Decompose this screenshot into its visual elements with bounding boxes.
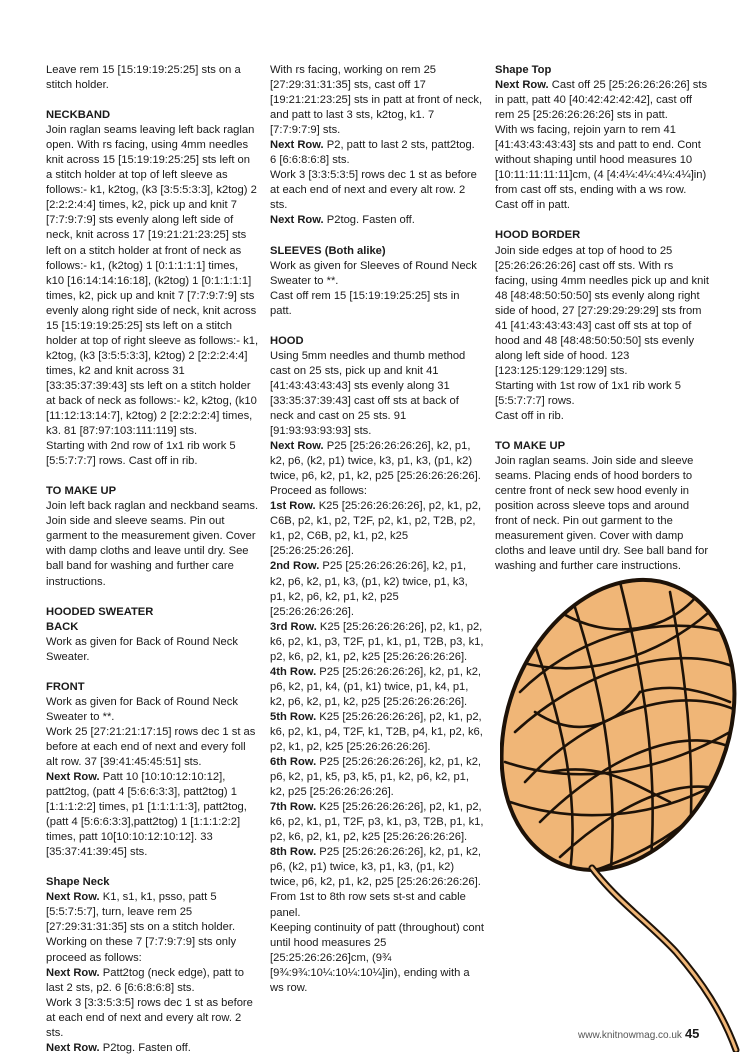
hood-row (270, 620, 484, 665)
sleeves-heading: SLEEVES (Both alike) (270, 244, 386, 257)
row-text: K25 [25:26:26:26:26], p2, k1, p2, k6, p2, k1, p1, T2F, p3, k1, p3, T2B, p1, k1, p2, k6, p2, k1, p2, k25 [25:26:26:26:26]. (270, 801, 484, 844)
hood-border-heading: HOOD BORDER (495, 229, 581, 242)
row-text: K25 [25:26:26:26:26], p2, k1, p2, k6, p2, k1, p4, T2F, k1, T2B, p4, k1, p2, k6, p2, k1, p2, k25 [25:26:26:26:26]. (270, 710, 483, 754)
to-make-up-text-2: Join raglan seams. Join side and sleeve seams. Placing ends of hood borders to centre front of neck sew hood evenly in position across sleeve tops and around front of neck. Pin out garment to the measurement given. Cover with damp cloths and leave until dry. See ball band for washing and further care instructions. (495, 455, 709, 573)
hood-row (270, 755, 484, 800)
shape-neck-text: Working on these 7 [7:7:9:7:9] sts only proceed as follows: (46, 936, 237, 964)
yarn-ball-illustration (500, 572, 750, 1052)
to-make-up-text: Join left back raglan and neckband seams. Join side and sleeve seams. Pin out garment to the measurement given. Cover with damp cloths and leave until dry. See ball band for washing and further care instructions. (46, 500, 259, 588)
yarn-ball-body (500, 572, 750, 905)
yarn-tail (592, 868, 736, 1050)
sleeves-text: Work as given for Sleeves of Round Neck Sweater to **. (270, 259, 477, 287)
hood-heading: HOOD (270, 334, 304, 347)
hood-proceed: Proceed as follows: (270, 485, 368, 498)
shape-neck-row-2 (46, 966, 259, 996)
col2-text: Work 3 [3:3:5:3:5] rows dec 1 st as before at each end of next and every alt row. 2 sts. (270, 169, 477, 212)
row-text: Patt 10 [10:10:12:10:12], patt2tog, (patt 4 [5:6:6:3:3], patt2tog) 1 [1:1:1:2:2] times, p1 [1:1:1:1:3], patt2tog, (patt 4 [5:6:6:3:3],patt2tog) 1 [1:1:1:2:2] times, patt 10[10:10:12:10:12]. 33 [35:37:41:39:45] sts. (46, 771, 247, 859)
front-text: Work as given for Back of Round Neck Sweater to **. (46, 695, 238, 723)
row-text: P25 [25:26:26:26:26], k2, p1, k2, p6, (k2, p1) twice, k3, p1, k3, (p1, k2) twice, p6, k2, p1, k2, p25 [25:26:26:26:26]. (270, 846, 482, 889)
column-1 (46, 63, 259, 1056)
hood-row (270, 499, 484, 559)
shape-top-next-row (495, 78, 709, 123)
row-text: Cast off 25 [25:26:26:26:26] sts in patt, patt 40 [40:42:42:42:42], cast off rem 25 [25:26:26:26:26] sts in patt. (495, 79, 708, 122)
neckband-text-2: Starting with 2nd row of 1x1 rib work 5 [5:5:7:7:7] rows. Cast off in rib. (46, 440, 236, 468)
hood-after-2: Keeping continuity of patt (throughout) cont until hood measures 25 [25:25:26:26:26]cm, (9¾ [9¾:9¾:10¼:10¼:10¼]in), ending with a ws row. (270, 921, 484, 994)
row-label: 6th Row. (270, 756, 317, 769)
row-text: P25 [25:26:26:26:26], k2, p1, k2, p6, k2, p1, k4, (p1, k1) twice, p1, k4, p1, k2, p6, k2, p1, k2, p25 [25:26:26:26:26]. (270, 665, 482, 708)
row-text: P25 [25:26:26:26:26], k2, p1, k2, p6, (k2, p1) twice, k3, p1, k3, (p1, k2) twice, p6, k2, p1, k2, p25 [25:26:26:26:26]. (270, 440, 481, 483)
row-label: Next Row. (46, 1041, 100, 1054)
shape-neck-row-3 (46, 1041, 259, 1056)
hood-border-text-3: Cast off in rib. (495, 410, 564, 423)
hooded-sweater-heading: HOODED SWEATER (46, 605, 154, 618)
row-text: K25 [25:26:26:26:26], p2, k1, p2, C6B, p2, k1, p2, T2F, p2, k1, p2, T2B, p2, k1, p2, C6B, p2, k1, p2, k25 [25:26:25:26:26]. (270, 500, 482, 558)
row-label: Next Row. (46, 966, 100, 979)
row-label: 2nd Row. (270, 560, 320, 573)
column-2 (270, 63, 484, 996)
row-text: P2, patt to last 2 sts, patt2tog. 6 [6:6:8:6:8] sts. (270, 139, 475, 167)
col2-intro: With rs facing, working on rem 25 [27:29:31:31:35] sts, cast off 17 [19:21:21:23:25] sts in patt at front of neck, and patt to last 3 sts, k2tog, k1. 7 [7:7:9:7:9] sts. (270, 64, 483, 137)
hood-border-text-2: Starting with 1st row of 1x1 rib work 5 [5:5:7:7:7] rows. (495, 379, 681, 407)
front-next-row (46, 770, 259, 860)
col2-row-2 (270, 213, 484, 228)
row-text: P25 [25:26:26:26:26], k2, p1, k2, p6, k2, p1, k3, (p1, k2) twice, p1, k3, p1, k2, p6, k2, p1, k2, p25 [25:26:26:26:26]. (270, 560, 468, 618)
row-text: P2tog. Fasten off. (99, 1041, 191, 1054)
sleeves-text-2: Cast off rem 15 [15:19:19:25:25] sts in patt. (270, 289, 460, 317)
row-label: 4th Row. (270, 665, 317, 678)
shape-top-heading: Shape Top (495, 64, 552, 76)
row-label: 1st Row. (270, 500, 316, 513)
row-label: Next Row. (270, 440, 324, 453)
row-label: Next Row. (46, 891, 100, 904)
hood-after: From 1st to 8th row sets st-st and cable panel. (270, 891, 466, 919)
row-text: P2tog. Fasten off. (323, 214, 415, 227)
row-text: K1, s1, k1, psso, patt 5 [5:5:7:5:7], turn, leave rem 25 [27:29:31:31:35] sts on a stitch holder. (46, 891, 236, 934)
hood-row (270, 800, 484, 845)
row-label: 5th Row. (270, 710, 317, 723)
col2-row-1 (270, 138, 484, 168)
row-label: 7th Row. (270, 801, 317, 814)
hood-row (270, 845, 484, 890)
front-text-2: Work 25 [27:21:21:17:15] rows dec 1 st as before at each end of next and every foll alt row. 37 [39:41:45:45:51] sts. (46, 725, 256, 768)
to-make-up-heading-2: TO MAKE UP (495, 440, 566, 453)
hood-next-row (270, 439, 484, 484)
shape-top-text-2: Cast off in patt. (495, 199, 571, 212)
row-label: Next Row. (270, 139, 324, 152)
page-footer (578, 1026, 699, 1041)
row-label: Next Row. (46, 771, 100, 784)
hood-row (270, 710, 484, 755)
row-label: Next Row. (495, 79, 549, 92)
row-label: 3rd Row. (270, 620, 317, 633)
column-3 (495, 63, 709, 575)
hood-row (270, 665, 484, 710)
row-label: 8th Row. (270, 846, 317, 859)
hood-text: Using 5mm needles and thumb method cast on 25 sts, pick up and knit 41 [41:43:43:43:43] sts evenly along 31 [33:35:37:39:43] cast off sts at back of neck and cast on 25 sts. 91 [91:93:93:93:93] sts. (270, 349, 466, 438)
row-label: Next Row. (270, 214, 324, 227)
shape-neck-row-1 (46, 890, 259, 935)
website-url[interactable]: www.knitnowmag.co.uk (578, 1030, 682, 1041)
intro-text: Leave rem 15 [15:19:19:25:25] sts on a stitch holder. (46, 64, 241, 92)
back-text: Work as given for Back of Round Neck Sweater. (46, 635, 238, 663)
neckband-heading: NECKBAND (46, 109, 111, 122)
back-heading: BACK (46, 620, 79, 633)
hood-border-text: Join side edges at top of hood to 25 [25:26:26:26:26] cast off sts. With rs facing, using 4mm needles pick up and knit 48 [48:48:50:50:50] sts evenly along right side of hood, 27 [27:29:29:29:29] sts from 41 [41:43:43:43:43] cast off sts at top of hood and 48 [48:48:50:50:50] sts evenly along left side of hood. 123 [123:125:129:129:129] sts. (495, 244, 709, 377)
row-text: P25 [25:26:26:26:26], k2, p1, k2, p6, k2, p1, k5, p3, k5, p1, k2, p6, k2, p1, k2, p25 [25:26:26:26:26]. (270, 756, 482, 799)
shape-neck-heading: Shape Neck (46, 876, 110, 889)
to-make-up-heading: TO MAKE UP (46, 485, 117, 498)
front-heading: FRONT (46, 680, 85, 693)
shape-neck-text-2: Work 3 [3:3:5:3:5] rows dec 1 st as before at each end of next and every alt row. 2 sts. (46, 996, 253, 1039)
neckband-text: Join raglan seams leaving left back raglan open. With rs facing, using 4mm needles knit across 15 [15:19:19:25:25] sts left on a stitch holder at top of left sleeve as follows:- k1, k2tog, (k3 [3:5:5:3:3], k2tog) 2 [2:2:2:4:4] times, k2, pick up and knit 7 [7:7:9:7:9] sts evenly along left side of neck, knit across 17 [19:21:21:23:25] sts left on a stitch holder at front of neck as follows:- k1, (k2tog) 1 [0:1:1:1:1] times, k10 [16:14:14:16:18], (k2tog) 1 [0:1:1:1:1] times, k2, pick up and knit 7 [7:7:9:7:9] sts evenly along right side of neck, knit across 15 [15:19:19:25:25] sts left on a stitch holder at top of right sleeve as follows:- k1, k2tog, (k3 [3:5:5:3:3], k2tog) 2 [2:2:2:4:4] times, k2 and knit across 31 [33:35:37:39:43] sts left on a stitch holder at back of neck as follows:- k2, k2tog, (k10 [11:12:13:14:7], k2tog) 2 [2:2:2:2:4] times, k3. 81 [87:97:103:111:119] sts. (46, 124, 259, 438)
row-text: Patt2tog (neck edge), patt to last 2 sts, p2. 6 [6:6:8:6:8] sts. (46, 966, 244, 994)
hood-rows (270, 499, 484, 890)
page-number: 45 (684, 1026, 700, 1041)
hood-row (270, 559, 484, 619)
shape-top-text: With ws facing, rejoin yarn to rem 41 [41:43:43:43:43] sts and patt to end. Cont without shaping until hood measures 10 [10:11:11:11:11]cm, (4 [4:4¼:4¼:4¼:4¼]in) from cast off sts, ending with a ws row. (495, 124, 707, 197)
row-text: K25 [25:26:26:26:26], p2, k1, p2, k6, p2, k1, p3, T2F, p1, k1, p1, T2B, p3, k1, p2, k6, p2, k1, p2, k25 [25:26:26:26:26]. (270, 620, 484, 663)
